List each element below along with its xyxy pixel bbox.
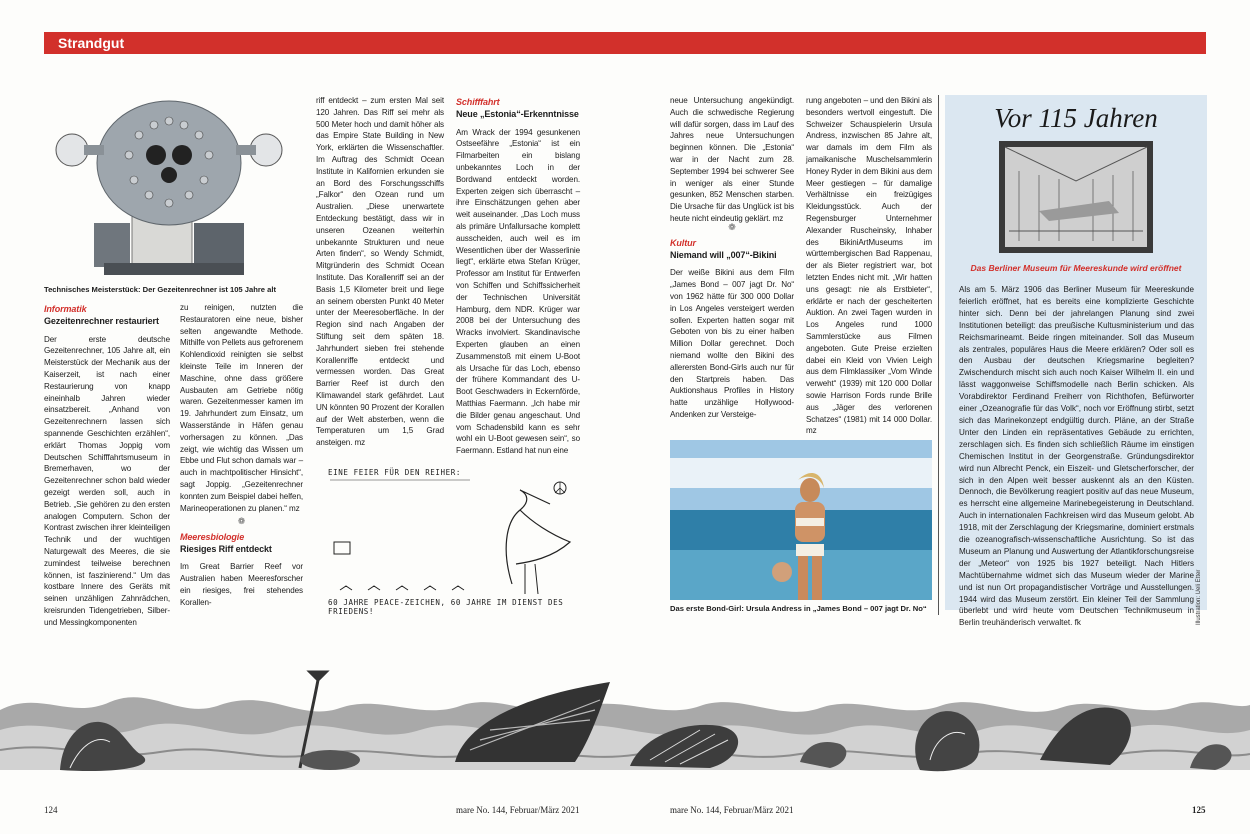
- headline-estonia: Neue „Estonia“-Erkenntnisse: [456, 108, 579, 119]
- bond-caption: Das erste Bond-Girl: Ursula Andress in „James Bond – 007 jagt Dr. No“: [670, 604, 927, 613]
- article-body: neue Untersuchung angekündigt. Auch die schwedische Regierung will dafür sorgen, dass im Lauf des Jahres neue Untersuchungen beginnen können. Die „Estonia“ war in der Nacht zum 28. September 1994 bei schwerer See in weniger als einer Stunde gesunken, 852 Menschen starben. Die Ursache für das Unglück ist bis heute nicht eindeutig geklärt. mz: [670, 96, 794, 223]
- page-number-right: 125: [1192, 805, 1206, 815]
- heron-sketch: [320, 462, 582, 622]
- headline-gezeitenrechner: Gezeitenrechner restauriert: [44, 315, 159, 326]
- article-body: Der weiße Bikini aus dem Film „James Bond – 007 jagt Dr. No“ von 1962 hätte für 300 000 Dollar in Los Angeles versteigert werden sollen. Experten hatten sogar mit Geboten von bis zu einer halben Million Dollar gerechnet. Doch niemand wollte den Bikini des allerersten Bond-Girls auch nur für den Startpreis haben. Das Auktionshaus Profiles in History hatte unzählige Hollywood-Andenken zur Versteige-: [670, 268, 794, 419]
- kicker-meeresbiologie: Meeresbiologie: [180, 531, 245, 542]
- sidebar-title: Vor 115 Jahren: [994, 103, 1158, 133]
- seabed-illustration: [0, 650, 1250, 795]
- article-body: Der erste deutsche Gezeitenrechner, 105 Jahre alt, ein Meisterstück der Mechanik aus der Kaiserzeit, ist nach einer Restaurierung von knapp eineinhalb Jahren wieder einsatzbereit. „Anhand von Gezeitenrechnern lassen sich spannende Geschichten erzählen“, erklärt Thomas Joppig vom Deutschen Schifffahrtsmuseum in Bremerhaven, wo der Gezeitenrechner schon bald wieder gezeigt werden soll, auch in Betrieb. „Sie gehören zu den ersten analogen Computern. Schon der Kontrast zwischen ihrer kleinteiligen Technik und der wuchtigen Naturgewalt des Meeres, die sie zumindest teilweise berechnen können, ist faszinierend.“ Um das kostbare Innere des Geräts mit seinen unzähligen Zahnrädchen, kreisrunden Tidengetrieben, Silber- und Messingkomponenten: [44, 334, 170, 627]
- ornament-icon: ❁: [237, 516, 246, 526]
- column-2: [180, 302, 303, 618]
- kicker-schifffahrt: Schifffahrt: [456, 97, 500, 107]
- page-number-left: 124: [44, 805, 58, 815]
- history-sidebar: [945, 95, 1207, 628]
- column-5: [670, 95, 794, 435]
- bond-girl-photo: [670, 440, 932, 600]
- article-body: rung angeboten – und den Bikini als besonders wertvoll eingestuft. Die Schweizer Schauspielerin Ursula Andress, inzwischen 85 Jahre alt, war damals im dem Film als jamaikanische Muschelsammlerin Honey Ryder in dem Bikini aus dem Meer gestiegen – für damalige Verhältnisse ein freizügiges Kleidungsstück. Auch der Regensburger Unternehmer Alexander Ruscheinsky, Inhaber des BikiniArtMuseums im württembergischen Bad Rappenau, der als Bieter registriert war, bot letzten Endes nicht mit. „Wir hatten uns gesagt: nie als Erstbieter“, erklärte er nach der gescheiterten Auktion. An zwei Tagen wurden in Los Angeles rund 1000 Sammlerstücke aus Filmen angeboten. Gute Preise erzielten dabei ein Kleid von Vivien Leigh aus dem Filmklassiker „Vom Winde verweht“ (1939) mit 120 000 Dollar sowie Harrison Fords runde Brille aus „Jäger des verlorenen Schatzes“ (1981) mit 14 000 Dollar. mz: [806, 96, 932, 436]
- ornament-icon: ❁: [728, 222, 736, 232]
- museum-photo: [999, 141, 1153, 253]
- column-1: [44, 300, 170, 627]
- headline-bikini: Niemand will „007“-Bikini: [670, 249, 777, 260]
- sketch-title: EINE FEIER FÜR DEN REIHER:: [328, 468, 461, 477]
- tide-calculator-photo: [44, 95, 297, 280]
- section-banner: Strandgut: [44, 32, 1206, 54]
- column-3: [316, 95, 444, 448]
- kicker-informatik: Informatik: [44, 304, 87, 314]
- photo-caption: Technisches Meisterstück: Der Gezeitenrechner ist 105 Jahre alt: [44, 285, 276, 294]
- headline-riff: Riesiges Riff entdeckt: [180, 543, 272, 554]
- issue-line-right: mare No. 144, Februar/März 2021: [670, 805, 794, 815]
- article-body: zu reinigen, nutzten die Restauratoren eine neue, bisher selten angewandte Methode. Mithilfe von Pellets aus gefrorenem Kohlendioxid reinigten sie selbst kleinste Teile im Inneren der Maschine, ohne dass größere Ausbauten am Getriebe nötig waren. Gezeitenmesser kamen im 19. Jahrhundert zum Einsatz, um Wasserstände in Häfen genau vorhersagen zu können. „Das zeigt, wie wichtig das Wissen um Ebbe und Flut schon damals war – auch in machtpolitischer Hinsicht“, sagt Joppig. „Gezeitenrechner konnten zum Beispiel dabei helfen, Marineoperationen zu planen.“ mz: [180, 303, 303, 513]
- article-body: riff entdeckt – zum ersten Mal seit 120 Jahren. Das Riff sei mehr als 500 Meter hoch und damit höher als das Empire State Building in New York, erklärten die Wissenschaftler. Im Auftrag des Schmidt Ocean Institute in Kalifornien erkunden sie an Bord des Forschungsschiffs „Falkor“ den Ozean rund um Australien. „Diese unerwartete Entdeckung bestätigt, dass wir in unseren Ozeanen weiterhin unbekannte Strukturen und neue Arten finden“, so Wendy Schmidt, Mitgründerin des Schmidt Ocean Institute. Das Korallenriff sei an der Basis 1,5 Kilometer breit und liege an seinem obersten Punkt 40 Meter unter der Meeresoberfläche. In der Region sind nach Angaben der Stiftung seit dem späten 18. Jahrhundert sieben frei stehende Korallenriffe entdeckt und vermessen worden. Das Great Barrier Reef ist durch den Klimawandel stark gefährdet. Laut UN könnten 90 Prozent der Korallen auf der Welt absterben, wenn die Temperaturen um 1,5 Grad ansteigen. mz: [316, 96, 444, 448]
- sidebar-subtitle: Das Berliner Museum für Meereskunde wird eröffnet: [970, 263, 1182, 273]
- kicker-kultur: Kultur: [670, 237, 696, 248]
- illustration-credit: Illustration: Ueli Etter: [1196, 569, 1202, 625]
- sidebar-body: Als am 5. März 1906 das Berliner Museum für Meereskunde feierlich eröffnet, hat es bereits eine komplizierte Geschichte hinter sich. Denn bei der jahrelangen Planung sind zwei Institutionen beteiligt: das preußische Kultusministerium und das Reichsmarineamt. Beide ringen miteinander. Soll das Museum als zentrales, populäres Haus die Meere erklären? Oder soll es den Ausbau der deutschen Kriegsmarine begleiten? Zwischendurch mischt sich auch noch Kaiser Wilhelm II. ein und lässt waggonweise Schiffsmodelle nach Berlin schicken. Als Vorabdirektor Ferdinand Freiherr von Richthofen, Befürworter einer „Ozeanografie für das Volk“, noch vor Eröffnung stirbt, setzt sich das Marinekonzept endgültig durch. Pläne, an der Straße Unter den Linden ein repräsentatives Gebäude zu errichten, zerschlagen sich. Es finden sich schließlich Räume im einstigen Chemischen Institut in der Georgenstraße. Gründungsdirektor wird nun Albrecht Penck, ein Eiszeit- und Gletscherforscher, der sich in den Alpen weit besser auskennt als an den Küsten. Dennoch, die Bevölkerung reagiert positiv auf das neue Museum, es herrscht eine allgemeine Marinebegeisterung in Deutschland. Auch in internationalen Fachkreisen wird das Museum gelobt. Ab 1918, mit der Zerschlagung der Kriegsmarine, dominiert erstmals die ozeanografisch-wissenschaftliche Ausrichtung. So ist das Museum an Planung und Auswertung der Atlantikforschungsreise der „Meteor“ von 1925 bis 1927 beteiligt. Nach Hitlers Machtübernahme widmet sich das Museum wieder der Marine und ist nun Ort propagandistischer Vorträge und Ausstellungen. 1944 wird das Museum zerstört. Ein kleiner Teil der Sammlung überlebt und wird heute vom Deutschen Technikmuseum in Berlin treuhänderisch verwaltet. fk: [959, 285, 1194, 628]
- sketch-caption: 60 JAHRE PEACE-ZEICHEN, 60 JAHRE IM DIENST DES FRIEDENS!: [328, 598, 564, 616]
- article-body: Am Wrack der 1994 gesunkenen Ostseefähre „Estonia“ ist ein Filmarbeiten ein bislang unbekanntes Loch in der Bordwand entdeckt worden. Experten zeigen sich überrascht – ihre Einschätzungen gehen aber weit auseinander. „Das Loch muss als primäre Unfallursache komplett ausscheiden, auch weil es im Wesentlichen über der Wasserlinie liegt“, erklärte etwa Stefan Krüger, Professor am Institut für Entwerfen von Schiffen und Schiffssicherheit der Technischen Universität Hamburg, dem NDR. Krüger war 2008 bei der Untersuchung des Wracks involviert. Skandinavische Experten glauben an einen Zusammenstoß mit einem U-Boot als Ursache für das Loch, ebenso der frühere Kommandant des U-Boot Geschwaders in Eckernförde, Matthias Faermann. „Ich habe mir die Bilder genau angeschaut. Und vom Schadensbild kann es sehr wohl ein U-Boot gewesen sein“, so Faermann. Estland hat nun eine: [456, 127, 580, 456]
- article-body: Im Great Barrier Reef vor Australien haben Meeresforscher ein riesiges, frei stehendes Korallen-: [180, 562, 303, 607]
- column-6: [806, 95, 932, 435]
- issue-line-left: mare No. 144, Februar/März 2021: [456, 805, 580, 815]
- column-divider: [938, 95, 939, 615]
- column-4: [456, 93, 580, 456]
